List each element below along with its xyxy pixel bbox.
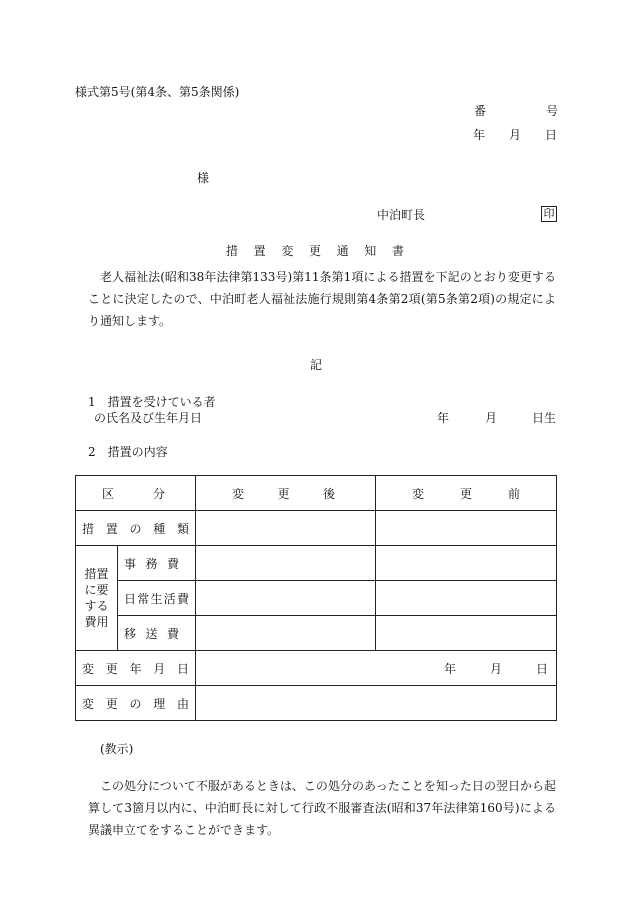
measure-type-before-cell[interactable] bbox=[376, 511, 557, 546]
after-change-header: 変 更 後 bbox=[196, 476, 376, 511]
document-number-label: 番 号 bbox=[474, 104, 559, 118]
birth-day-label: 日生 bbox=[532, 411, 557, 425]
category-header: 区 分 bbox=[76, 476, 196, 511]
item1-sublabel: の氏名及び生年月日 bbox=[94, 411, 203, 425]
item1-label: 1 措置を受けている者 bbox=[88, 395, 216, 409]
transport-cost-label: 移 送 費 bbox=[118, 616, 196, 651]
body-paragraph: 老人福祉法(昭和38年法律第133号)第11条第1項による措置を下記のとおり変更することに決定したので、中泊町老人福祉法施行規則第4条第2項(第5条第2項)の規定により通知します。 bbox=[88, 270, 556, 328]
birth-year-label: 年 bbox=[437, 411, 450, 425]
living-cost-label: 日 常 生 活 費 bbox=[118, 581, 196, 616]
table-header-row bbox=[76, 476, 557, 511]
cost-group-cell bbox=[76, 546, 118, 651]
change-reason-label: 変 更 の 理 由 bbox=[76, 686, 196, 721]
change-date-row bbox=[76, 651, 557, 686]
change-reason-cell[interactable] bbox=[196, 686, 557, 721]
issuer-title: 中泊町長 bbox=[377, 208, 426, 222]
addressee-suffix: 様 bbox=[197, 171, 210, 185]
document-title: 措 置 変 更 通 知 書 bbox=[226, 244, 404, 258]
measure-type-label: 措 置 の 種 類 bbox=[76, 511, 196, 546]
seal-mark: 印 bbox=[541, 206, 557, 222]
before-change-header: 変 更 前 bbox=[376, 476, 557, 511]
office-cost-after-cell[interactable] bbox=[196, 546, 376, 581]
change-reason-row bbox=[76, 686, 557, 721]
item2-label: 2 措置の内容 bbox=[88, 445, 168, 459]
change-date-label: 変 更 年 月 日 bbox=[76, 651, 196, 686]
transport-cost-row bbox=[76, 616, 557, 651]
transport-cost-before-cell[interactable] bbox=[376, 616, 557, 651]
living-cost-before-cell[interactable] bbox=[376, 581, 557, 616]
office-cost-row bbox=[76, 546, 557, 581]
living-cost-after-cell[interactable] bbox=[196, 581, 376, 616]
transport-cost-after-cell[interactable] bbox=[196, 616, 376, 651]
notice-paragraph: この処分について不服があるときは、この処分のあったことを知った日の翌日から起算して3箇月以内に、中泊町長に対して行政不服審査法(昭和37年法律第160号)による異議申立てをすることができます。 bbox=[88, 779, 556, 837]
measure-type-after-cell[interactable] bbox=[196, 511, 376, 546]
living-cost-row bbox=[76, 581, 557, 616]
change-date-cell[interactable]: 年 月 日 bbox=[196, 651, 557, 686]
birth-month-label: 月 bbox=[485, 411, 498, 425]
cost-group-label: 措置に要する費用 bbox=[84, 567, 109, 629]
office-cost-label: 事 務 費 bbox=[118, 546, 196, 581]
form-number: 様式第5号(第4条、第5条関係) bbox=[75, 85, 240, 99]
issue-date-label: 年 月 日 bbox=[473, 128, 558, 142]
notice-title: (教示) bbox=[100, 742, 134, 756]
office-cost-before-cell[interactable] bbox=[376, 546, 557, 581]
measure-table bbox=[75, 475, 557, 721]
measure-type-row bbox=[76, 511, 557, 546]
ki-heading: 記 bbox=[310, 358, 323, 372]
